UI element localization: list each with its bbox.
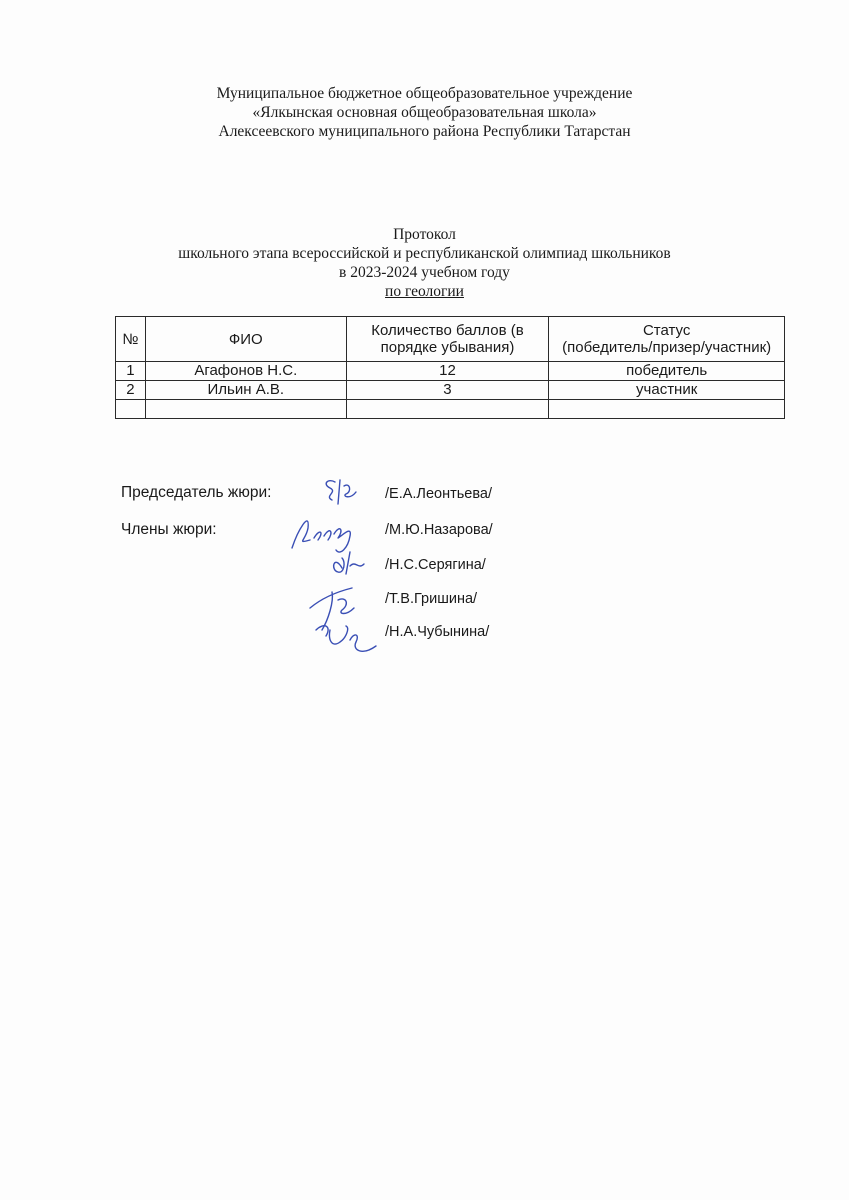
protocol-title — [0, 225, 849, 301]
header-score-line-1: Количество баллов (в — [371, 322, 524, 339]
jury-member-name: /Н.А.Чубынина/ — [385, 624, 490, 640]
jury-chair-name: /Е.А.Леонтьева/ — [385, 486, 492, 502]
table-row — [116, 381, 785, 400]
title-line-1: Протокол — [393, 226, 456, 243]
header-score-line-2: порядке убывания) — [380, 339, 515, 356]
row-score: 3 — [346, 381, 549, 400]
school-header — [0, 84, 849, 141]
handwritten-signatures — [280, 470, 390, 670]
header-status-line-1: Статус — [642, 322, 691, 339]
row-num — [116, 400, 146, 419]
row-fio: Ильин А.В. — [145, 381, 346, 400]
row-fio: Агафонов Н.С. — [145, 362, 346, 381]
header-status — [549, 317, 785, 362]
signature-member-4 — [316, 626, 376, 651]
header-line-1: Муниципальное бюджетное общеобразовательное учреждение — [216, 85, 633, 102]
table-row — [116, 400, 785, 419]
row-fio — [145, 400, 346, 419]
table-row — [116, 362, 785, 381]
jury-members-label: Члены жюри: — [121, 521, 217, 538]
title-subject: по геологии — [385, 283, 464, 300]
header-line-3: Алексеевского муниципального района Республики Татарстан — [218, 123, 631, 140]
header-num: № — [116, 317, 146, 362]
signature-member-2 — [334, 552, 364, 574]
header-line-2: «Ялкынская основная общеобразовательная школа» — [252, 104, 597, 121]
signature-member-3 — [310, 588, 354, 630]
jury-member-name: /Н.С.Серягина/ — [385, 557, 486, 573]
row-score — [346, 400, 549, 419]
row-num: 2 — [116, 381, 146, 400]
row-num: 1 — [116, 362, 146, 381]
jury-chair-label: Председатель жюри: — [121, 484, 272, 501]
table-header-row — [116, 317, 785, 362]
signature-chair — [326, 480, 356, 504]
row-status: победитель — [549, 362, 785, 381]
signature-member-1 — [292, 521, 350, 552]
header-score — [346, 317, 549, 362]
header-fio: ФИО — [145, 317, 346, 362]
row-status — [549, 400, 785, 419]
title-line-3: в 2023-2024 учебном году — [339, 264, 510, 281]
row-score: 12 — [346, 362, 549, 381]
row-status: участник — [549, 381, 785, 400]
results-table — [115, 316, 785, 419]
jury-member-name: /Т.В.Гришина/ — [385, 591, 478, 607]
header-status-line-2: (победитель/призер/участник) — [562, 339, 772, 356]
title-line-2: школьного этапа всероссийской и республиканской олимпиад школьников — [178, 245, 671, 262]
jury-member-name: /М.Ю.Назарова/ — [385, 522, 493, 538]
